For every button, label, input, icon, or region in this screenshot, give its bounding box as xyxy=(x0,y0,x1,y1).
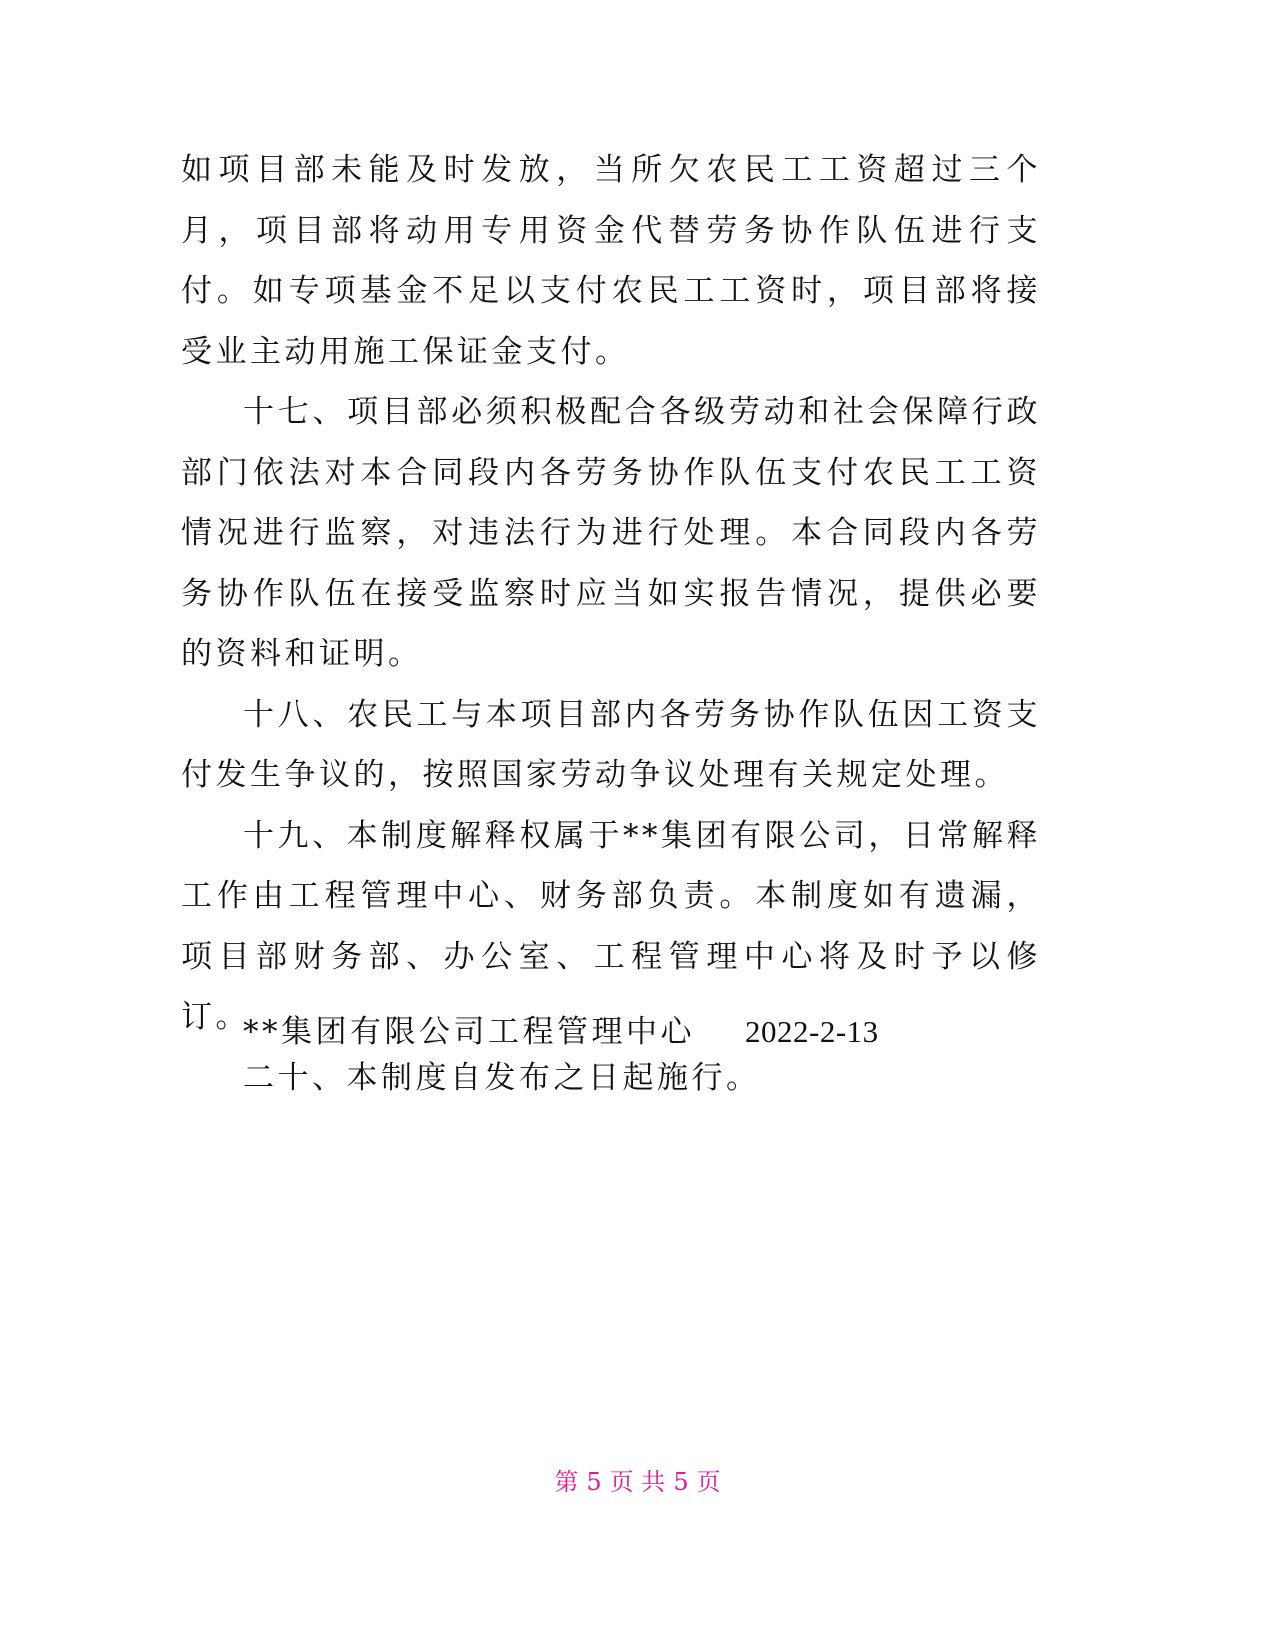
footer-total-pages: 5 xyxy=(673,1468,689,1496)
paragraph-continuation: 如项目部未能及时发放，当所欠农民工工资超过三个月，项目部将动用专用资金代替劳务协作队伍进行支付。如专项基金不足以支付农民工工资时，项目部将接受业主动用施工保证金支付。 xyxy=(181,152,1041,370)
signature-line xyxy=(243,1002,1043,1062)
paragraph-article-18: 十八、农民工与本项目部内各劳务协作队伍因工资支付发生争议的，按照国家劳动争议处理有关规定处理。 xyxy=(181,696,1041,793)
page-number-footer xyxy=(0,1462,1275,1502)
footer-prefix: 第 xyxy=(554,1468,579,1496)
document-body xyxy=(181,140,1041,1108)
paragraph-article-20: 二十、本制度自发布之日起施行。 xyxy=(243,1059,761,1096)
signature-date: 2022-2-13 xyxy=(745,1014,879,1049)
footer-current-page: 5 xyxy=(586,1468,602,1496)
footer-suffix: 页 xyxy=(696,1468,721,1496)
footer-middle: 页 共 xyxy=(609,1468,666,1496)
signature-organization: **集团有限公司工程管理中心 xyxy=(243,1014,695,1050)
paragraph-article-17: 十七、项目部必须积极配合各级劳动和社会保障行政部门依法对本合同段内各劳务协作队伍支付农民工工资情况进行监察，对违法行为进行处理。本合同段内各劳务协作队伍在接受监察时应当如实报告情况，提供必要的资料和证明。 xyxy=(181,394,1041,672)
paragraph-article-19: 十九、本制度解释权属于**集团有限公司，日常解释工作由工程管理中心、财务部负责。本制度如有遗漏，项目部财务部、办公室、工程管理中心将及时予以修订。 xyxy=(181,817,1041,1035)
